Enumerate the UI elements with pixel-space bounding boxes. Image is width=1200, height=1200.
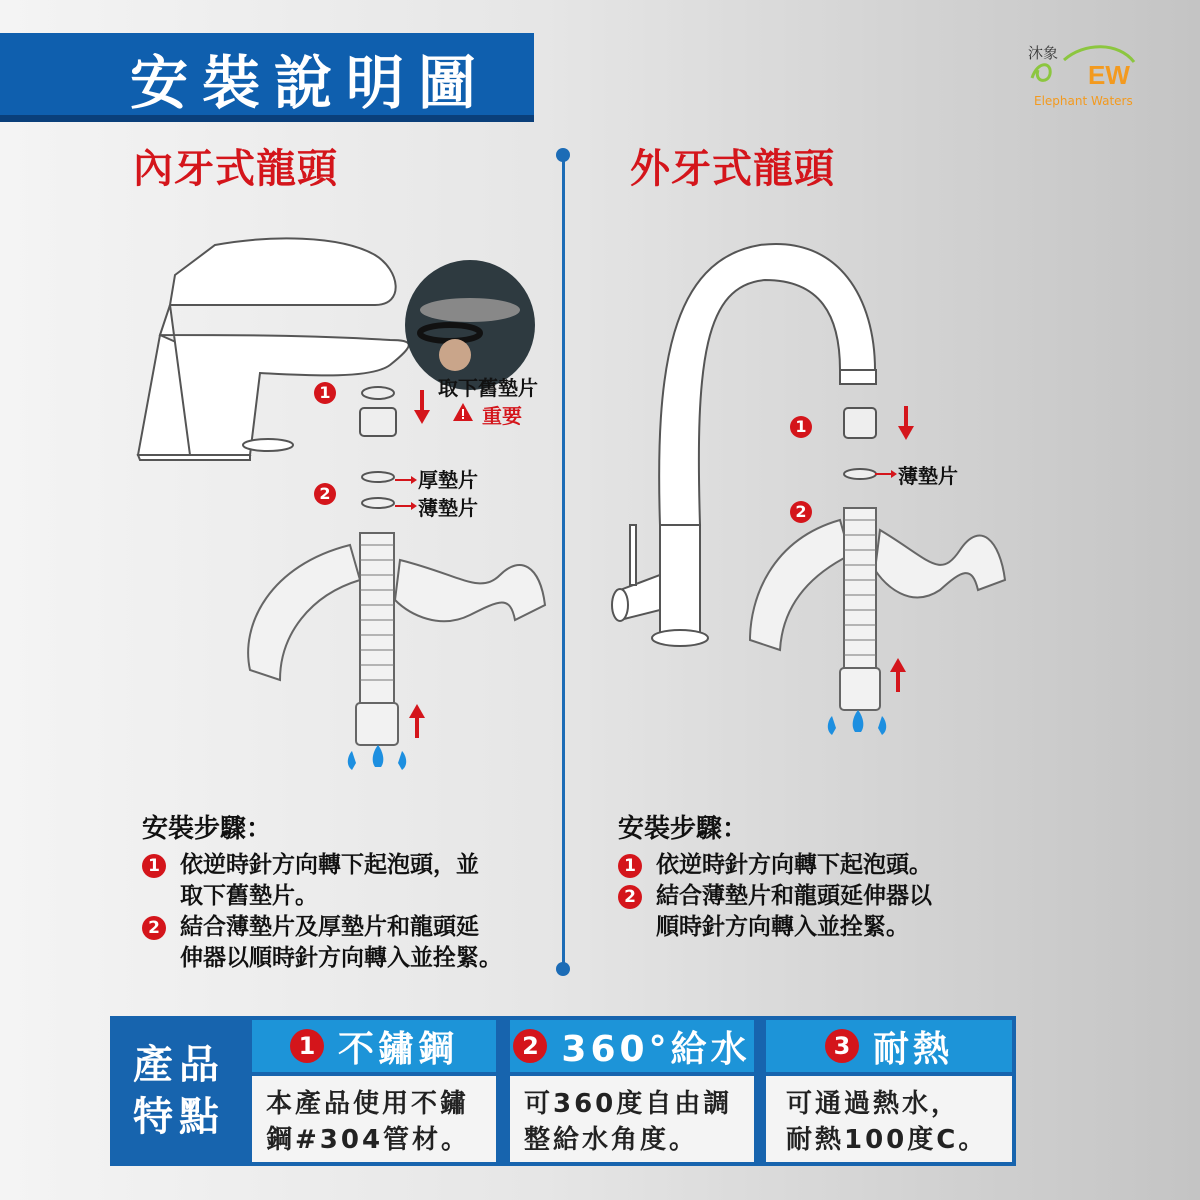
step-line: 依逆時針方向轉下起泡頭。: [656, 852, 932, 878]
feature-number: 2: [513, 1029, 547, 1063]
up-arrow-icon: [886, 656, 910, 694]
down-arrow-icon: [894, 404, 918, 442]
important-label: 重要: [482, 404, 522, 428]
feature-number: 3: [825, 1029, 859, 1063]
logo-chinese: 沐象: [1028, 44, 1059, 62]
divider-bottom-dot: [556, 962, 570, 976]
feature-label: [110, 1016, 248, 1166]
feature-desc-line: 可通過熱水，: [786, 1089, 961, 1119]
pointer-line-icon: [395, 476, 417, 484]
basin-faucet-illustration: [120, 215, 560, 775]
step-number: 2: [618, 885, 642, 909]
thick-washer-label: 厚墊片: [418, 468, 478, 492]
left-step-1: [142, 850, 552, 914]
step-number: 2: [142, 916, 166, 940]
step-line: 結合薄墊片及厚墊片和龍頭延: [180, 914, 479, 940]
feature-desc-stainless: [252, 1076, 496, 1162]
step-line: 取下舊墊片。: [180, 883, 318, 909]
page-title: 安裝說明圖: [130, 49, 491, 117]
right-steps-heading: 安裝步驟：: [618, 814, 749, 844]
feature-head-heat: [766, 1020, 1012, 1072]
gooseneck-faucet-illustration: [600, 220, 1030, 760]
up-arrow-icon: [405, 702, 429, 740]
left-callout-num-2: 2: [314, 483, 336, 505]
down-arrow-icon: [410, 388, 434, 426]
pointer-line-icon: [395, 502, 417, 510]
feature-title: 360°給水: [561, 1028, 751, 1070]
warning-icon: [452, 402, 474, 422]
right-thin-washer-label: 薄墊片: [898, 464, 958, 488]
right-callout-num-1: 1: [790, 416, 812, 438]
feature-label-line: 特點: [133, 1094, 225, 1140]
remove-old-washer-label: 取下舊墊片: [438, 376, 538, 400]
feature-number: 1: [290, 1029, 324, 1063]
step-line: 結合薄墊片和龍頭延伸器以: [656, 883, 932, 909]
feature-desc-line: 整給水角度。: [524, 1125, 699, 1155]
right-section-title: 外牙式龍頭: [630, 146, 835, 192]
step-number: 1: [618, 854, 642, 878]
section-divider: [562, 154, 565, 969]
step-line: 伸器以順時針方向轉入並拴緊。: [180, 945, 502, 971]
thin-washer-label: 薄墊片: [418, 496, 478, 520]
feature-head-360: [510, 1020, 754, 1072]
logo-english: Elephant Waters: [1034, 94, 1133, 108]
left-steps-heading: 安裝步驟：: [142, 814, 273, 844]
step-line: 依逆時針方向轉下起泡頭，並: [180, 852, 479, 878]
step-number: 1: [142, 854, 166, 878]
feature-title: 不鏽鋼: [337, 1028, 458, 1070]
feature-desc-line: 耐熱100度C。: [786, 1125, 988, 1155]
brand-logo: [1024, 40, 1144, 115]
feature-title: 耐熱: [872, 1028, 953, 1070]
feature-label-line: 產品: [133, 1042, 225, 1088]
feature-desc-line: 可360度自由調: [524, 1089, 733, 1119]
right-step-1: [618, 850, 1018, 882]
feature-desc-line: 鋼#304管材。: [266, 1125, 471, 1155]
left-step-2: [142, 912, 552, 976]
divider-top-dot: [556, 148, 570, 162]
left-section-title: 內牙式龍頭: [133, 146, 338, 192]
feature-head-stainless: [252, 1020, 496, 1072]
pointer-line-icon: [875, 470, 897, 478]
feature-desc-line: 本產品使用不鏽: [266, 1089, 470, 1119]
right-callout-num-2: 2: [790, 501, 812, 523]
left-callout-num-1: 1: [314, 382, 336, 404]
feature-desc-360: [510, 1076, 754, 1162]
logo-mark: EW: [1088, 60, 1130, 90]
feature-desc-heat: [766, 1076, 1012, 1162]
step-line: 順時針方向轉入並拴緊。: [656, 914, 909, 940]
right-step-2: [618, 881, 1018, 945]
